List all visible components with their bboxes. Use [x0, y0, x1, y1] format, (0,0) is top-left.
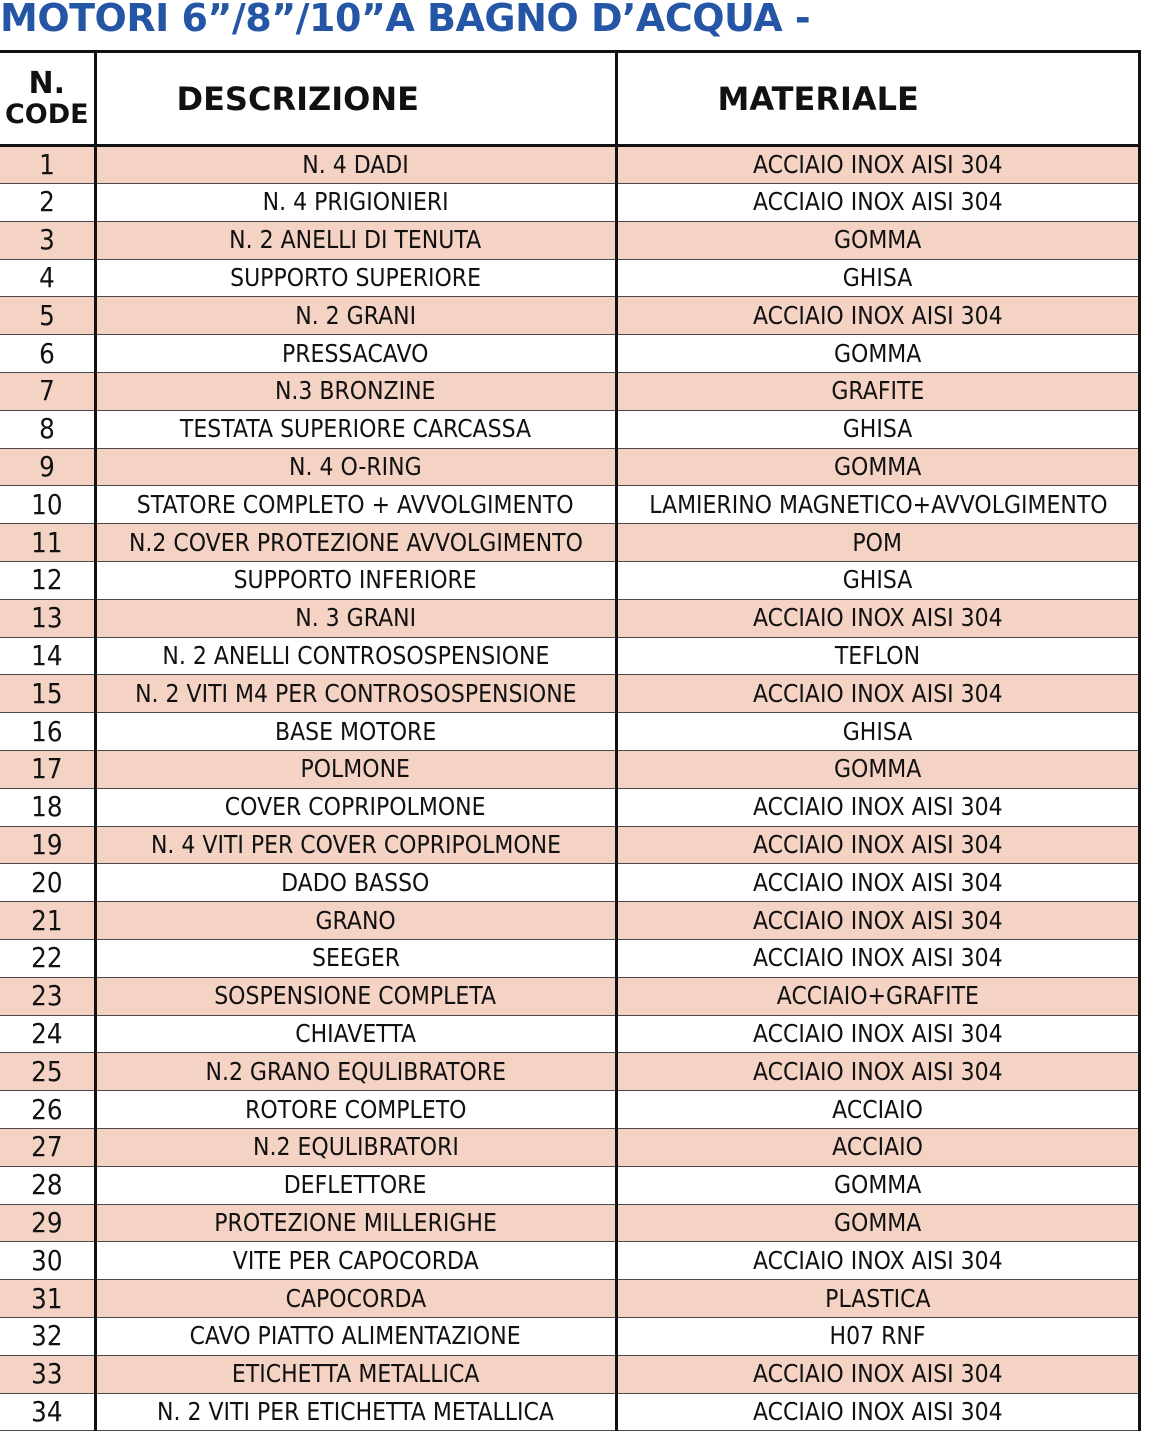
row-code-cell [0, 788, 95, 826]
row-code-cell [0, 184, 95, 222]
row-code-cell [0, 1355, 95, 1393]
row-description-cell [95, 410, 616, 448]
row-material-cell [616, 221, 1139, 259]
row-code-cell [0, 1128, 95, 1166]
row-material-cell [616, 713, 1139, 751]
table-row [0, 675, 1139, 713]
row-code-cell [0, 372, 95, 410]
row-code: 15 [31, 676, 63, 710]
row-description: ETICHETTA METALLICA [231, 1359, 480, 1389]
row-code-cell [0, 1166, 95, 1204]
row-material: ACCIAIO INOX AISI 304 [752, 829, 1003, 859]
row-code: 32 [31, 1319, 63, 1353]
row-description-cell [95, 1204, 616, 1242]
row-description: CHIAVETTA [295, 1018, 416, 1048]
row-code-cell [0, 297, 95, 335]
row-material-cell [616, 561, 1139, 599]
table-row [0, 750, 1139, 788]
table-row [0, 599, 1139, 637]
row-code: 12 [31, 563, 63, 597]
row-material-cell [616, 1128, 1139, 1166]
row-description-cell [95, 372, 616, 410]
row-material-cell [616, 524, 1139, 562]
row-material-cell [616, 826, 1139, 864]
row-description-cell [95, 826, 616, 864]
row-description-cell [95, 637, 616, 675]
table-row [0, 713, 1139, 751]
table-row [0, 637, 1139, 675]
table-row [0, 259, 1139, 297]
table-row [0, 146, 1139, 184]
row-code-cell [0, 259, 95, 297]
table-row [0, 1053, 1139, 1091]
row-code-cell [0, 524, 95, 562]
row-material: POM [852, 527, 903, 557]
row-material: ACCIAIO+GRAFITE [776, 981, 979, 1011]
row-description: N. 4 PRIGIONIERI [262, 187, 449, 217]
parts-table [0, 50, 1141, 1431]
row-description-cell [95, 864, 616, 902]
row-code: 30 [31, 1243, 63, 1277]
row-description: N.3 BRONZINE [275, 376, 436, 406]
header-code-label: CODE [4, 99, 89, 130]
row-material-cell [616, 1204, 1139, 1242]
row-description: N.2 COVER PROTEZIONE AVVOLGIMENTO [128, 527, 583, 557]
row-description: SOSPENSIONE COMPLETA [214, 981, 497, 1011]
row-code: 6 [38, 336, 55, 370]
row-material-cell [616, 637, 1139, 675]
row-code: 24 [31, 1016, 63, 1050]
header-code-number-label: N. [28, 66, 65, 101]
row-material-cell [616, 1317, 1139, 1355]
row-description: N.2 EQULIBRATORI [252, 1132, 459, 1162]
row-material: GHISA [842, 716, 913, 746]
row-code-cell [0, 864, 95, 902]
row-code-cell [0, 713, 95, 751]
row-description-cell [95, 259, 616, 297]
row-description-cell [95, 561, 616, 599]
row-code-cell [0, 335, 95, 373]
row-material: ACCIAIO INOX AISI 304 [752, 603, 1003, 633]
row-material: H07 RNF [829, 1321, 926, 1351]
row-code-cell [0, 1280, 95, 1318]
row-material: ACCIAIO INOX AISI 304 [752, 678, 1003, 708]
row-description: CAPOCORDA [285, 1283, 426, 1313]
row-code: 19 [31, 827, 63, 861]
table-row [0, 977, 1139, 1015]
table-row [0, 826, 1139, 864]
row-material-cell [616, 977, 1139, 1015]
header-row [0, 52, 1139, 146]
row-description: DADO BASSO [281, 867, 430, 897]
row-description-cell [95, 713, 616, 751]
row-material: ACCIAIO INOX AISI 304 [752, 1396, 1003, 1426]
table-row [0, 1280, 1139, 1318]
row-material-cell [616, 864, 1139, 902]
row-code-cell [0, 448, 95, 486]
row-code: 8 [38, 412, 55, 446]
row-material: GHISA [842, 262, 913, 292]
table-row [0, 410, 1139, 448]
row-description: N. 2 ANELLI CONTROSOSPENSIONE [161, 640, 550, 670]
row-code-cell [0, 486, 95, 524]
row-description: N.2 GRANO EQULIBRATORE [205, 1056, 506, 1086]
row-material: ACCIAIO INOX AISI 304 [752, 1018, 1003, 1048]
row-code: 7 [38, 374, 55, 408]
row-code: 20 [31, 865, 63, 899]
row-code: 27 [31, 1130, 63, 1164]
row-code-cell [0, 977, 95, 1015]
row-code: 29 [31, 1205, 63, 1239]
row-code: 21 [31, 903, 63, 937]
row-description: TESTATA SUPERIORE CARCASSA [179, 414, 532, 444]
row-material: ACCIAIO [832, 1132, 923, 1162]
row-description-cell [95, 1053, 616, 1091]
row-code: 4 [38, 260, 55, 294]
row-description: PROTEZIONE MILLERIGHE [214, 1207, 497, 1237]
row-description: STATORE COMPLETO + AVVOLGIMENTO [137, 489, 574, 519]
row-material-cell [616, 410, 1139, 448]
table-header [0, 52, 1139, 146]
row-material-cell [616, 1053, 1139, 1091]
row-description: N. 4 O-RING [289, 451, 422, 481]
row-code-cell [0, 675, 95, 713]
row-material: ACCIAIO INOX AISI 304 [752, 187, 1003, 217]
row-description: COVER COPRIPOLMONE [225, 792, 486, 822]
row-code-cell [0, 1242, 95, 1280]
row-material-cell [616, 788, 1139, 826]
row-description-cell [95, 335, 616, 373]
row-description-cell [95, 977, 616, 1015]
row-code-cell [0, 410, 95, 448]
row-description: N. 2 ANELLI DI TENUTA [229, 225, 482, 255]
row-code: 14 [31, 638, 63, 672]
row-material: LAMIERINO MAGNETICO+AVVOLGIMENTO [648, 489, 1108, 519]
header-material [616, 52, 1139, 146]
header-code [0, 52, 95, 146]
header-description-label: DESCRIZIONE [176, 79, 419, 118]
row-description-cell [95, 1280, 616, 1318]
row-code: 28 [31, 1168, 63, 1202]
row-material: GHISA [842, 414, 913, 444]
table-row [0, 297, 1139, 335]
table-row [0, 864, 1139, 902]
table-row [0, 524, 1139, 562]
row-material: GHISA [842, 565, 913, 595]
row-code: 25 [31, 1054, 63, 1088]
row-code-cell [0, 1204, 95, 1242]
row-code-cell [0, 599, 95, 637]
row-description-cell [95, 939, 616, 977]
row-description-cell [95, 599, 616, 637]
row-description-cell [95, 1091, 616, 1129]
row-description-cell [95, 1355, 616, 1393]
table-row [0, 1393, 1139, 1431]
row-code-cell [0, 221, 95, 259]
row-code: 17 [31, 752, 63, 786]
row-description-cell [95, 1317, 616, 1355]
table-row [0, 486, 1139, 524]
row-code: 22 [31, 941, 63, 975]
row-code-cell [0, 1317, 95, 1355]
row-material-cell [616, 675, 1139, 713]
row-material-cell [616, 448, 1139, 486]
row-code: 9 [38, 449, 55, 483]
row-code: 33 [31, 1357, 63, 1391]
row-description: GRANO [315, 905, 396, 935]
row-code: 5 [38, 298, 55, 332]
table-row [0, 221, 1139, 259]
row-code-cell [0, 1015, 95, 1053]
table-body [0, 146, 1139, 1431]
row-code-cell [0, 826, 95, 864]
row-description-cell [95, 1242, 616, 1280]
row-description-cell [95, 146, 616, 184]
row-material-cell [616, 184, 1139, 222]
row-material-cell [616, 599, 1139, 637]
row-code-cell [0, 637, 95, 675]
row-code-cell [0, 750, 95, 788]
table-row [0, 939, 1139, 977]
row-material-cell [616, 372, 1139, 410]
row-material: GOMMA [833, 338, 922, 368]
row-material-cell [616, 1015, 1139, 1053]
row-description-cell [95, 221, 616, 259]
row-material: GOMMA [833, 225, 922, 255]
row-material-cell [616, 146, 1139, 184]
row-description: N. 4 VITI PER COVER COPRIPOLMONE [150, 829, 561, 859]
row-material-cell [616, 1393, 1139, 1431]
table-row [0, 1355, 1139, 1393]
row-material-cell [616, 1091, 1139, 1129]
row-description-cell [95, 524, 616, 562]
row-description-cell [95, 1393, 616, 1431]
table-row [0, 902, 1139, 940]
table-row [0, 335, 1139, 373]
row-material-cell [616, 750, 1139, 788]
row-material: ACCIAIO INOX AISI 304 [752, 905, 1003, 935]
row-material: ACCIAIO [832, 1094, 923, 1124]
row-code-cell [0, 902, 95, 940]
row-code: 23 [31, 979, 63, 1013]
row-description-cell [95, 902, 616, 940]
row-description: N. 2 GRANI [295, 300, 416, 330]
row-description-cell [95, 448, 616, 486]
row-description-cell [95, 675, 616, 713]
row-description: SUPPORTO INFERIORE [233, 565, 478, 595]
row-code: 1 [38, 148, 55, 181]
row-description-cell [95, 1166, 616, 1204]
row-description: DEFLETTORE [284, 1170, 427, 1200]
row-code: 34 [31, 1394, 63, 1428]
row-material: GRAFITE [831, 376, 924, 406]
row-description: SEEGER [311, 943, 400, 973]
row-description-cell [95, 750, 616, 788]
row-description: SUPPORTO SUPERIORE [230, 262, 481, 292]
row-material: GOMMA [833, 754, 922, 784]
row-material: PLASTICA [824, 1283, 931, 1313]
row-material-cell [616, 297, 1139, 335]
row-code-cell [0, 939, 95, 977]
row-code-cell [0, 1393, 95, 1431]
row-description: CAVO PIATTO ALIMENTAZIONE [189, 1321, 522, 1351]
row-description: N. 2 VITI PER ETICHETTA METALLICA [157, 1396, 554, 1426]
row-material-cell [616, 1280, 1139, 1318]
row-material: ACCIAIO INOX AISI 304 [752, 1056, 1003, 1086]
row-material-cell [616, 1242, 1139, 1280]
table-row [0, 1091, 1139, 1129]
row-code: 3 [38, 223, 55, 257]
row-code: 26 [31, 1092, 63, 1126]
row-material: TEFLON [834, 640, 921, 670]
row-code-cell [0, 561, 95, 599]
row-material: ACCIAIO INOX AISI 304 [752, 300, 1003, 330]
row-description: POLMONE [300, 754, 411, 784]
row-code-cell [0, 1053, 95, 1091]
row-code-cell [0, 146, 95, 184]
row-description-cell [95, 184, 616, 222]
row-code: 13 [31, 601, 63, 635]
row-material: GOMMA [833, 451, 922, 481]
row-description-cell [95, 486, 616, 524]
row-code-cell [0, 1091, 95, 1129]
row-description-cell [95, 1015, 616, 1053]
table-row [0, 372, 1139, 410]
table-row [0, 1204, 1139, 1242]
row-material: ACCIAIO INOX AISI 304 [752, 943, 1003, 973]
header-description [95, 52, 616, 146]
row-code: 16 [31, 714, 63, 748]
row-code: 2 [38, 185, 55, 219]
row-material-cell [616, 1355, 1139, 1393]
row-material: GOMMA [833, 1207, 922, 1237]
row-description-cell [95, 1128, 616, 1166]
row-material-cell [616, 902, 1139, 940]
row-description: VITE PER CAPOCORDA [232, 1245, 479, 1275]
row-material-cell [616, 259, 1139, 297]
row-material-cell [616, 1166, 1139, 1204]
row-material: ACCIAIO INOX AISI 304 [752, 150, 1003, 179]
page-title: MOTORI 6”/8”/10”A BAGNO D’ACQUA - [0, 0, 811, 40]
table-row [0, 788, 1139, 826]
row-description-cell [95, 297, 616, 335]
row-material: ACCIAIO INOX AISI 304 [752, 792, 1003, 822]
row-code: 10 [31, 487, 63, 521]
table-row [0, 1317, 1139, 1355]
row-description: BASE MOTORE [274, 716, 437, 746]
table-row [0, 1128, 1139, 1166]
row-code: 31 [31, 1281, 63, 1315]
row-material: ACCIAIO INOX AISI 304 [752, 1245, 1003, 1275]
table-row [0, 184, 1139, 222]
header-material-label: MATERIALE [717, 79, 919, 118]
row-description: N. 3 GRANI [295, 603, 416, 633]
table-row [0, 1242, 1139, 1280]
table-row [0, 448, 1139, 486]
table-row [0, 1166, 1139, 1204]
row-description: N. 2 VITI M4 PER CONTROSOSPENSIONE [134, 678, 577, 708]
row-description-cell [95, 788, 616, 826]
table-row [0, 1015, 1139, 1053]
row-material-cell [616, 335, 1139, 373]
row-code: 18 [31, 790, 63, 824]
row-description: ROTORE COMPLETO [244, 1094, 467, 1124]
row-code: 11 [31, 525, 63, 559]
row-material-cell [616, 486, 1139, 524]
row-material: ACCIAIO INOX AISI 304 [752, 867, 1003, 897]
row-description: N. 4 DADI [302, 150, 409, 179]
row-description: PRESSACAVO [282, 338, 429, 368]
row-material-cell [616, 939, 1139, 977]
row-material: GOMMA [833, 1170, 922, 1200]
table-row [0, 561, 1139, 599]
row-material: ACCIAIO INOX AISI 304 [752, 1359, 1003, 1389]
